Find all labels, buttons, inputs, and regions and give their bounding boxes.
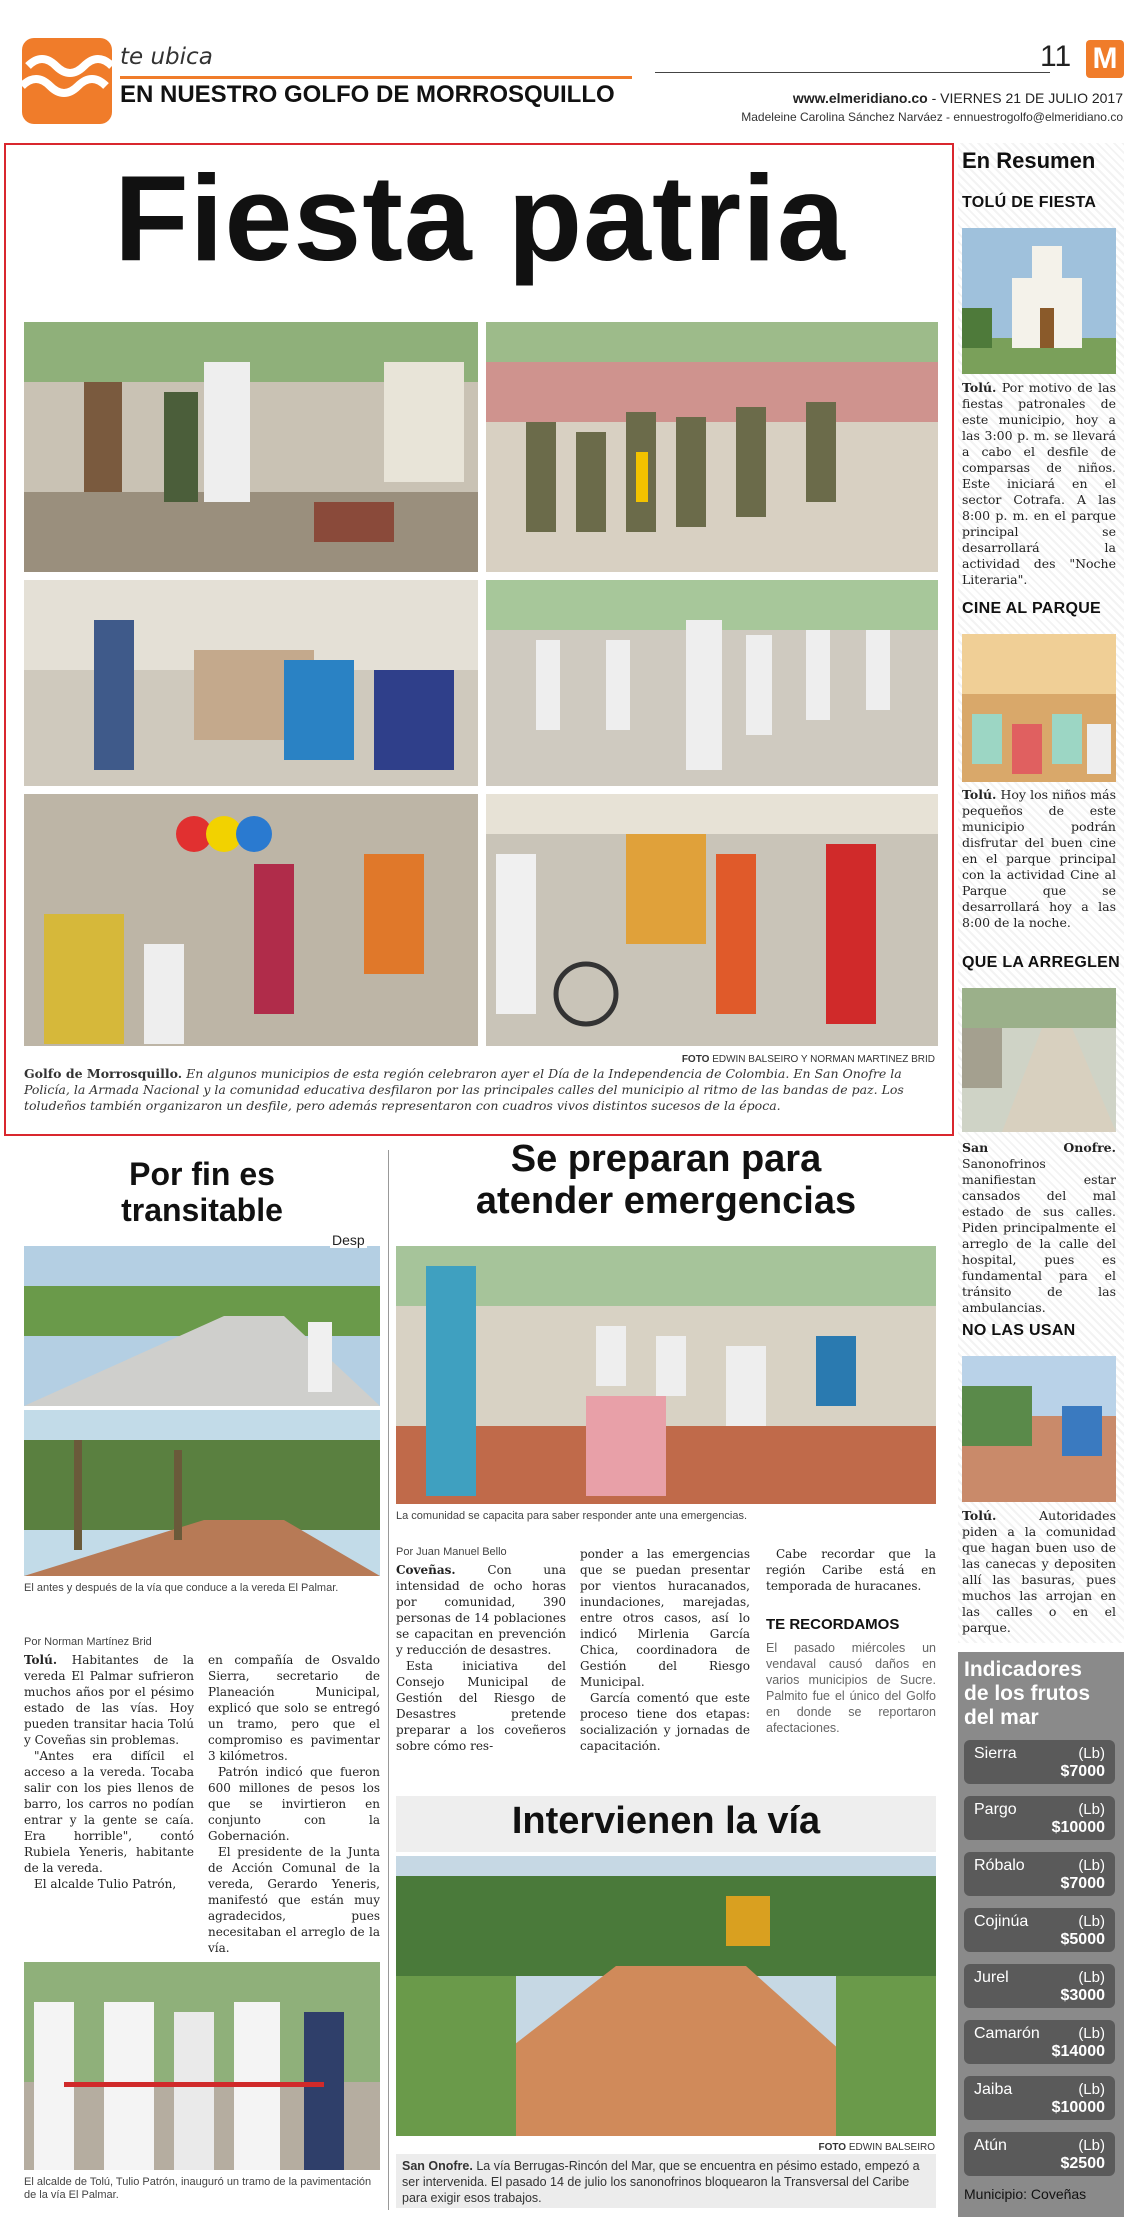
main-caption-text: En algunos municipios de esta región celebraron ayer el Día de la Independencia de Colombia. En San Onofre la Policía, la Armada Nacional y la comunidad educativa desfilaron por las principales calles del municipio al ritmo de las bandas de paz. Los toludeños también organizaron un desfile, pero además representaron con cuadros vivos distintos sucesos de la época. xyxy=(24,1066,904,1113)
fish-name: Jurel xyxy=(974,1969,1009,1986)
fish-price: $7000 xyxy=(1060,1763,1105,1780)
fish-unit: (Lb) xyxy=(1078,2137,1105,2154)
sidebar-head-tolu-fiesta: TOLÚ DE FIESTA xyxy=(962,194,1097,211)
price-row-camaron xyxy=(964,2020,1115,2064)
section-title: EN NUESTRO GOLFO DE MORROSQUILLO xyxy=(120,81,615,108)
sidebar-photo-street xyxy=(962,988,1116,1132)
fish-unit: (Lb) xyxy=(1078,1745,1105,1762)
page-number: 11 xyxy=(1040,40,1072,73)
sidebar-title: En Resumen xyxy=(962,148,1096,173)
indicators-title-line2: de los frutos xyxy=(964,1682,1091,1705)
road-photo-overlay: Desp xyxy=(332,1232,365,1248)
fish-price: $10000 xyxy=(1051,2099,1105,2116)
road-col1-p1-text: Habitantes de la vereda El Palmar sufrieron muchos años por el pésimo estado de las vías. Hoy pueden transitar hacia Tolú y Coveñas sin problemas. xyxy=(24,1653,194,1747)
sidebar-head-no-las-usan: NO LAS USAN xyxy=(962,1322,1076,1339)
road-col1-p2: "Antes era difícil el acceso a la vereda. Tocaba salir con los pies llenos de barro, los carros no podían entrar y la gente se caía. Era horrible", contó Rubiela Yeneris, habitante de la vereda. xyxy=(24,1749,194,1875)
recall-heading: TE RECORDAMOS xyxy=(766,1616,900,1633)
fish-unit: (Lb) xyxy=(1078,1801,1105,1818)
emergency-col1-p1-text: Con una intensidad de ocho horas por comunidad, 390 personas de 14 poblaciones se capacitan en prevención y reducción de desastres. xyxy=(396,1563,566,1657)
sidebar-head-arreglen: QUE LA ARREGLEN xyxy=(962,954,1120,971)
fish-price: $14000 xyxy=(1051,2043,1105,2060)
photo-road-works xyxy=(396,1856,936,2136)
credit-names: EDWIN BALSEIRO Y NORMAN MARTINEZ BRID xyxy=(712,1054,935,1065)
fish-name: Jaiba xyxy=(974,2081,1013,2098)
photo-children-costumes xyxy=(24,794,478,1046)
emergency-byline: Por Juan Manuel Bello xyxy=(396,1546,507,1558)
issue-date: - VIERNES 21 DE JULIO 2017 xyxy=(927,90,1123,106)
emergency-col2-p2: García comentó que este proceso tiene dos etapas: socialización y jornadas de capacitación. xyxy=(580,1691,750,1753)
road-column-2 xyxy=(208,1652,380,1956)
via-caption-lead: San Onofre. xyxy=(402,2159,473,2173)
price-row-jurel xyxy=(964,1964,1115,2008)
training-photo-caption: La comunidad se capacita para saber responder ante una emergencias. xyxy=(396,1510,748,1522)
emergency-col3-p1: Cabe recordar que la región Caribe está en temporada de huracanes. xyxy=(766,1547,936,1593)
photo-cuadros-vivos xyxy=(24,322,478,572)
main-story-title: Fiesta patria xyxy=(114,150,846,286)
sidebar-body: Sanonofrinos manifiestan estar cansados del mal estado de sus calles. Piden principalmente el arreglo de la calle del hospital, pues es fundamental para el tránsito de las ambulancias. xyxy=(962,1156,1116,1315)
indicators-title xyxy=(964,1658,1090,1730)
indicators-footer: Municipio: Coveñas xyxy=(964,2186,1087,2202)
main-photo-credit xyxy=(682,1054,935,1065)
price-row-cojinua xyxy=(964,1908,1115,1952)
newspaper-logo: M xyxy=(1086,40,1124,78)
road-col2-p1: en compañía de Osvaldo Sierra, secretario de Planeación Municipal, explicó que solo se entregó un tramo, pero que el compromiso es pavimentar 3 kilómetros. xyxy=(208,1653,380,1763)
emergency-col1-p1 xyxy=(396,1562,566,1658)
price-row-robalo xyxy=(964,1852,1115,1896)
road-col2-p2: Patrón indicó que fueron 600 millones de pesos los que se invirtieron en conjunto con la Gobernación. xyxy=(208,1765,380,1843)
brand-wave-logo xyxy=(22,38,112,124)
editor-email[interactable]: ennuestrogolfo@elmeridiano.co xyxy=(953,110,1123,124)
fish-unit: (Lb) xyxy=(1078,2025,1105,2042)
tagline-rule xyxy=(120,76,632,79)
emergency-column-2 xyxy=(580,1546,750,1754)
fish-unit: (Lb) xyxy=(1078,1969,1105,1986)
article-emergency-title xyxy=(396,1138,936,1222)
fish-unit: (Lb) xyxy=(1078,2081,1105,2098)
sidebar-lead: San Onofre. xyxy=(962,1140,1116,1155)
photo-ribbon-cutting xyxy=(24,1962,380,2170)
price-row-pargo xyxy=(964,1796,1115,1840)
emergency-col1-p2: Esta iniciativa del Consejo Municipal de Gestión del Riesgo de Desastres pretende preparar a los coveñeros sobre cómo res- xyxy=(396,1659,566,1753)
main-caption xyxy=(24,1066,938,1114)
fish-name: Cojinúa xyxy=(974,1913,1029,1930)
road-col1-p1 xyxy=(24,1652,194,1748)
dateline xyxy=(793,90,1123,106)
photo-community-training xyxy=(396,1246,936,1504)
emergency-col2-p1: ponder a las emergencias que se puedan presentar por vientos huracanados, inundaciones, marejadas, entre otros casos, así lo indicó Mirlenia García Chica, coordinadora de Gestión del Riesgo Municipal. xyxy=(580,1547,750,1689)
fish-name: Sierra xyxy=(974,1745,1017,1762)
photo-road-after xyxy=(24,1246,380,1406)
fish-unit: (Lb) xyxy=(1078,1857,1105,1874)
fish-price: $3000 xyxy=(1060,1987,1105,2004)
indicators-title-line1: Indicadores xyxy=(964,1658,1082,1681)
sidebar-text-no-las-usan xyxy=(962,1508,1116,1636)
fish-name: Atún xyxy=(974,2137,1007,2154)
sidebar-body: Autoridades piden a la comunidad que hagan buen uso de las canecas y depositen allí las basuras, pues muchos las arrojan en las calles o en el parque. xyxy=(962,1508,1116,1635)
fish-price: $2500 xyxy=(1060,2155,1105,2172)
section-tagline: te ubica xyxy=(120,44,213,70)
fish-price: $7000 xyxy=(1060,1875,1105,1892)
via-photo-credit xyxy=(818,2142,935,2153)
article-emergency-title-line2: atender emergencias xyxy=(475,1180,857,1222)
main-caption-lead: Golfo de Morrosquillo. xyxy=(24,1066,183,1081)
road-lead: Tolú. xyxy=(24,1653,58,1667)
sidebar-body: Hoy los niños más pequeños de este municipio podrán disfrutar del buen cine en el parque principal con la actividad Cine al Parque que se desarrollará hoy a las 8:00 de la noche. xyxy=(962,787,1116,930)
fish-name: Róbalo xyxy=(974,1857,1025,1874)
via-caption xyxy=(402,2158,932,2206)
fish-price: $5000 xyxy=(1060,1931,1105,1948)
sidebar-body: Por motivo de las fiestas patronales de este municipio, hoy a las 3:00 p. m. se llevará a cabo el desfile de comparsas de niños. Este iniciará en el sector Cotrafa. A las 8:00 p. m. en el parque principal se desarrollará la actividad des "Noche Literaria". xyxy=(962,380,1116,587)
price-row-jaiba xyxy=(964,2076,1115,2120)
road-col1-p3: El alcalde Tulio Patrón, xyxy=(34,1877,177,1891)
article-emergency-title-line1: Se preparan para xyxy=(510,1138,822,1180)
road-column-1 xyxy=(24,1652,194,1892)
fish-name: Camarón xyxy=(974,2025,1040,2042)
sidebar-lead: Tolú. xyxy=(962,787,997,802)
emergency-lead: Coveñas. xyxy=(396,1563,456,1577)
credit-label: FOTO xyxy=(681,1054,710,1065)
article-road-title xyxy=(24,1156,380,1228)
road-col2-p3: El presidente de la Junta de Acción Comunal de la vereda, Gerardo Yeneris, manifestó que están muy agradecidos, pues necesitaban el arreglo de la vía. xyxy=(208,1845,380,1955)
column-divider xyxy=(388,1150,389,2210)
sidebar-text-arreglen xyxy=(962,1140,1116,1316)
fish-name: Pargo xyxy=(974,1801,1017,1818)
via-credit-label: FOTO xyxy=(818,2142,847,2153)
emergency-column-1 xyxy=(396,1562,566,1754)
sidebar-text-tolu-fiesta xyxy=(962,380,1116,588)
article-via-title: Intervienen la vía xyxy=(511,1800,821,1842)
photo-historic-scene xyxy=(24,580,478,786)
ribbon-photo-caption: El alcalde de Tolú, Tulio Patrón, inauguró un tramo de la pavimentación de la vía El Palmar. xyxy=(24,2176,372,2201)
photo-school-parade xyxy=(486,580,938,786)
sidebar-photo-cine xyxy=(962,634,1116,782)
article-road-title-line1: Por fin es xyxy=(129,1156,275,1192)
via-credit-name: EDWIN BALSEIRO xyxy=(848,2142,935,2153)
photo-road-before xyxy=(24,1410,380,1576)
indicators-title-line3: del mar xyxy=(964,1706,1039,1729)
road-photo-caption: El antes y después de la vía que conduce a la vereda El Palmar. xyxy=(24,1582,339,1594)
photo-military-parade xyxy=(486,322,938,572)
editor-name: Madeleine Carolina Sánchez Narváez - xyxy=(741,110,954,124)
emergency-column-3 xyxy=(766,1546,936,1594)
recall-text: El pasado miércoles un vendaval causó daños en varios municipios de Sucre. Palmito fue el único del Golfo en donde se reportaron afectaciones. xyxy=(766,1641,936,1735)
sidebar-lead: Tolú. xyxy=(962,1508,997,1523)
article-road-title-line2: transitable xyxy=(121,1192,283,1228)
fish-unit: (Lb) xyxy=(1078,1913,1105,1930)
sidebar-lead: Tolú. xyxy=(962,380,997,395)
price-row-atun xyxy=(964,2132,1115,2176)
editor-line xyxy=(741,110,1123,124)
website-link[interactable]: www.elmeridiano.co xyxy=(792,90,928,106)
sidebar-photo-church xyxy=(962,228,1116,374)
header-rule xyxy=(655,72,1050,73)
road-byline: Por Norman Martínez Brid xyxy=(24,1636,152,1648)
sidebar-photo-bins xyxy=(962,1356,1116,1502)
photo-street-parade xyxy=(486,794,938,1046)
via-caption-text: La vía Berrugas-Rincón del Mar, que se encuentra en pésimo estado, empezó a ser intervenida. El pasado 14 de julio los sanonofrinos bloquearon la Transversal del Caribe para exigir esos trabajos. xyxy=(402,2159,920,2205)
sidebar-text-cine xyxy=(962,787,1116,931)
price-row-sierra xyxy=(964,1740,1115,1784)
sidebar-head-cine: CINE AL PARQUE xyxy=(962,600,1102,617)
fish-price: $10000 xyxy=(1051,1819,1105,1836)
